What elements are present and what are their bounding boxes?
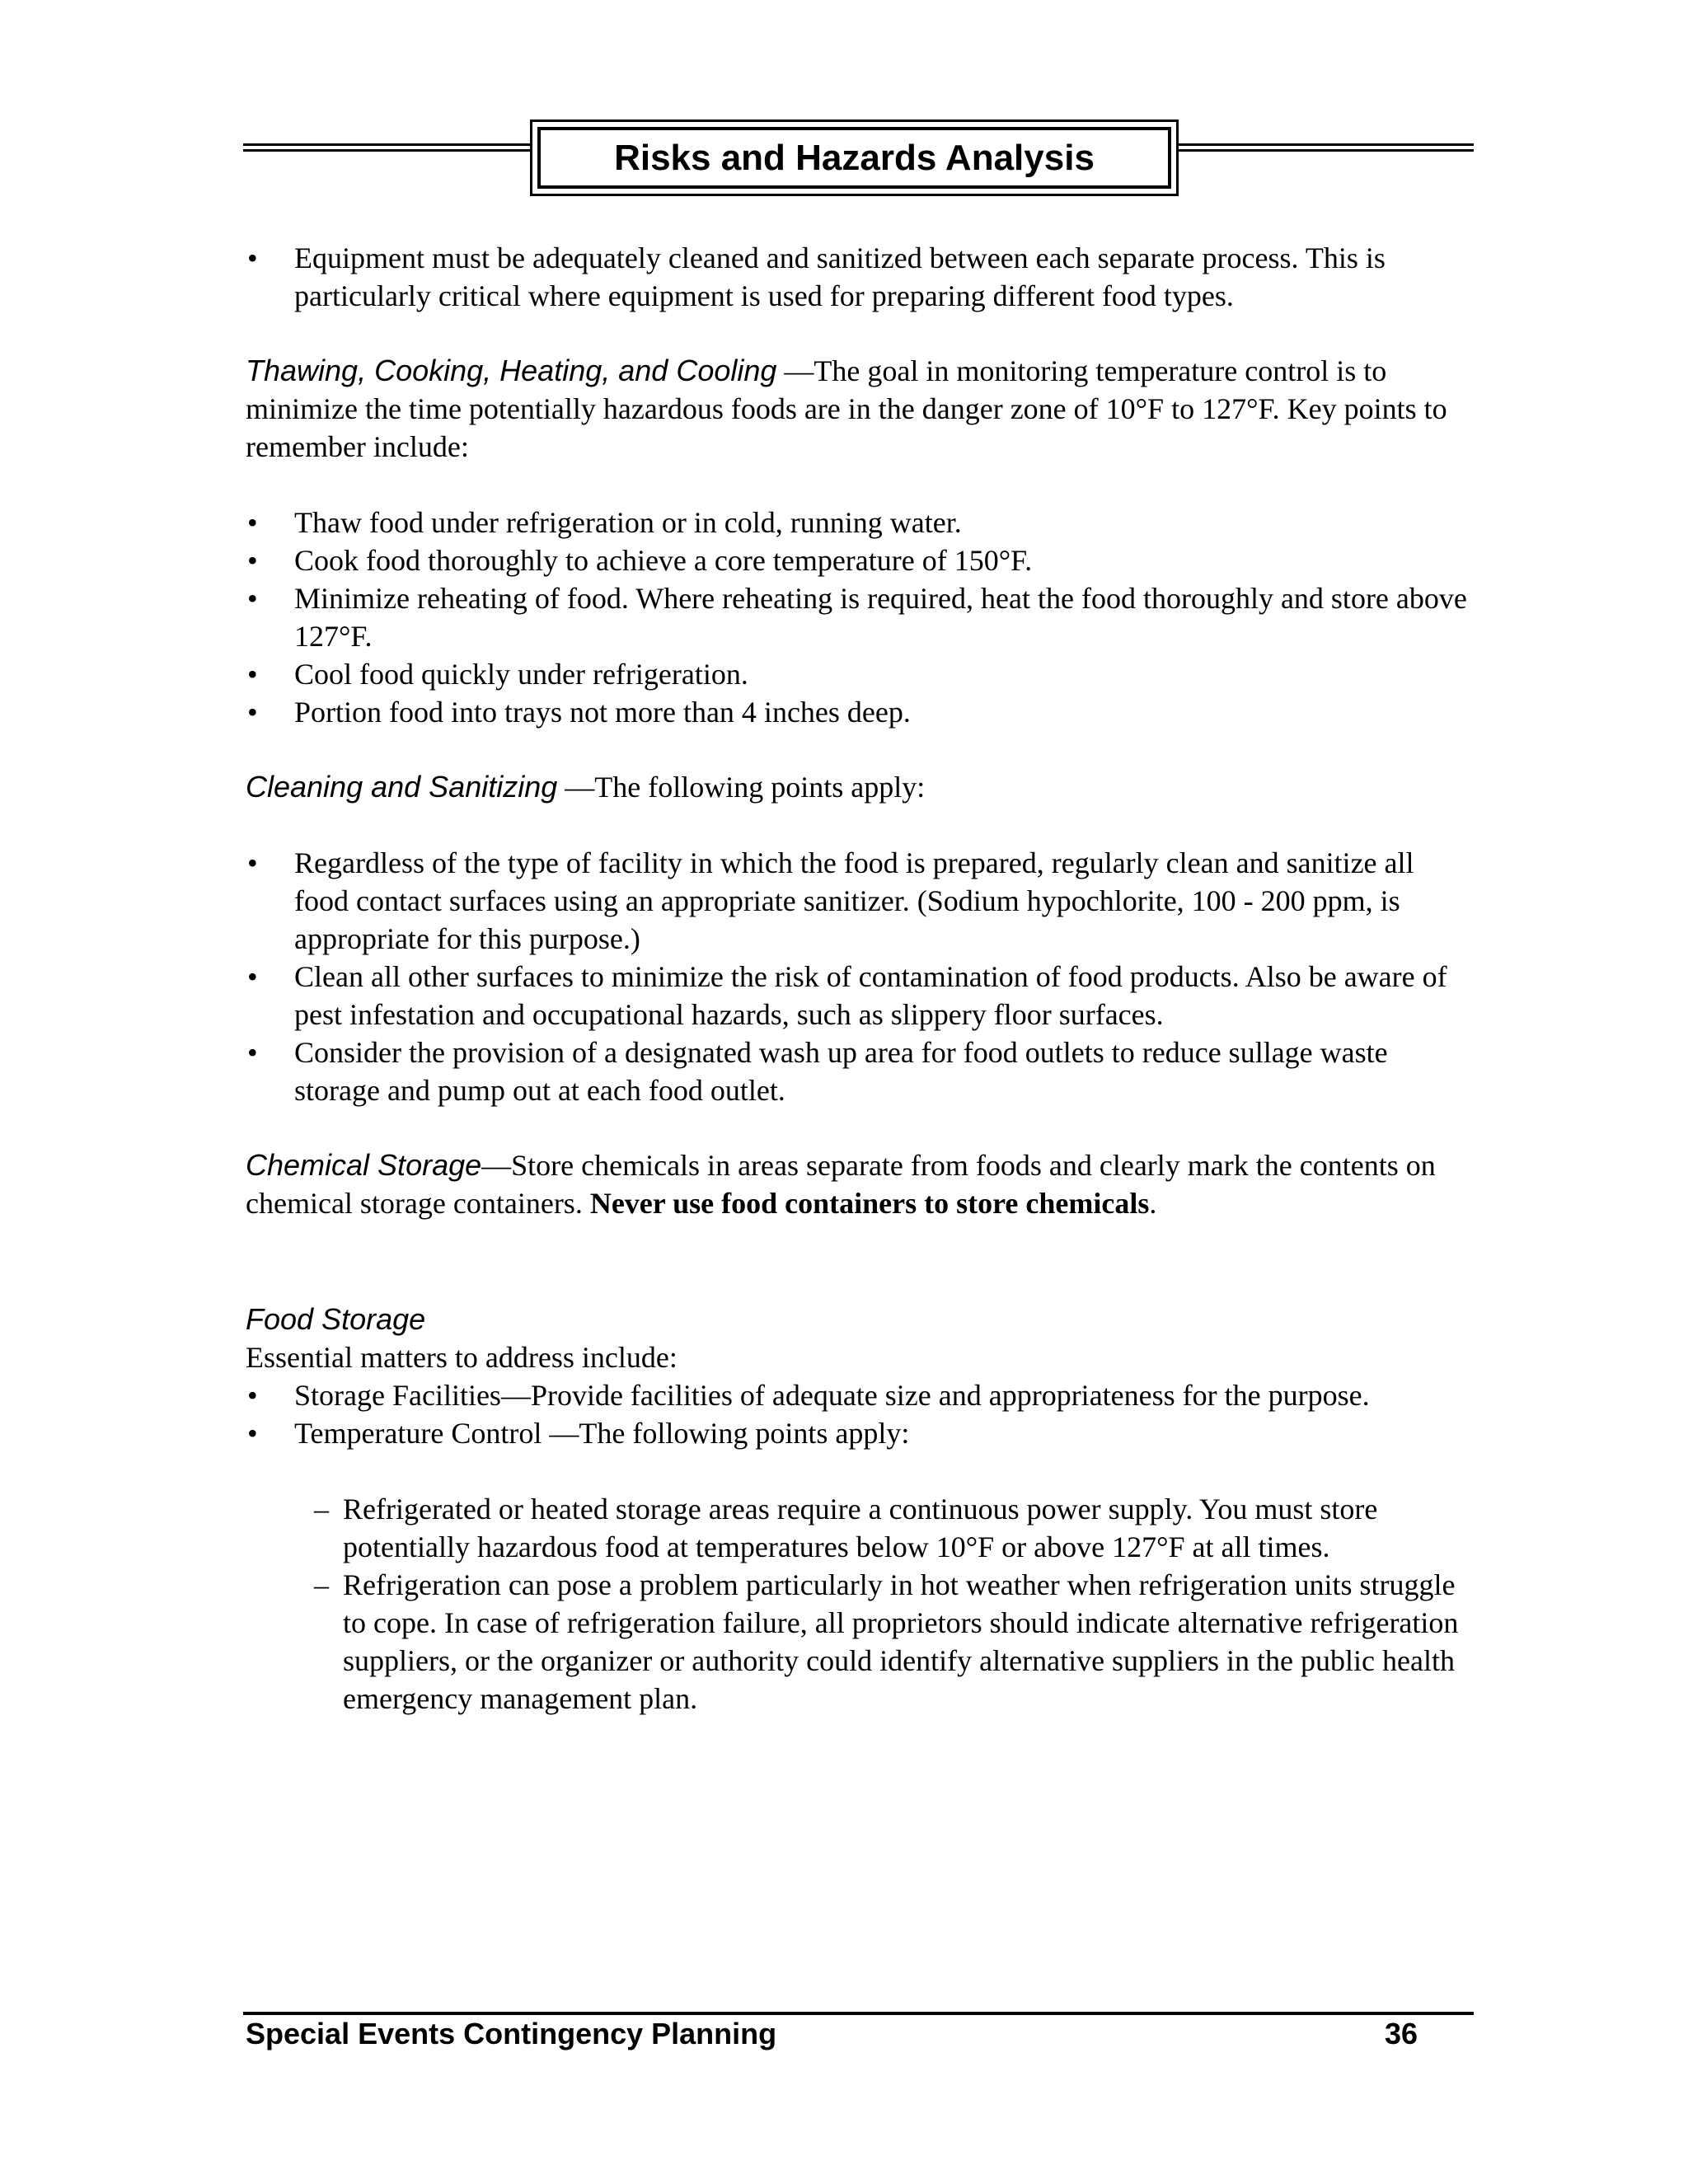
food-storage-heading-line xyxy=(246,1301,1474,1338)
list-item: • Cook food thoroughly to achieve a core temperature of 150°F. xyxy=(246,541,1474,579)
thawing-text: —The goal in monitoring temperature control is to minimize the time potentially hazardous foods are in the danger zone of 10°F to 127°F. Key points to remember include: xyxy=(246,354,1447,463)
cleaning-paragraph xyxy=(246,768,1474,806)
page-content xyxy=(246,239,1474,1718)
footer-rule xyxy=(243,2012,1474,2015)
cleaning-heading: Cleaning and Sanitizing xyxy=(246,770,558,804)
food-storage-heading: Food Storage xyxy=(246,1302,426,1336)
list-item: • Portion food into trays not more than 4 inches deep. xyxy=(246,693,1474,731)
thawing-paragraph xyxy=(246,352,1474,466)
list-item: – Refrigeration can pose a problem particularly in hot weather when refrigeration units struggle to cope. In case of refrigeration failure, all proprietors should indicate alternative refrigeration suppliers, or the organizer or authority could identify alternative suppliers in the public health emergency management plan. xyxy=(246,1566,1474,1718)
page-number: 36 xyxy=(1385,2017,1418,2050)
intro-bullet-list xyxy=(246,239,1474,315)
list-item: • Thaw food under refrigeration or in cold, running water. xyxy=(246,504,1474,541)
list-item: • Consider the provision of a designated wash up area for food outlets to reduce sullage waste storage and pump out at each food outlet. xyxy=(246,1033,1474,1109)
chemical-warning: Never use food containers to store chemicals xyxy=(589,1187,1150,1220)
list-item: • Temperature Control —The following points apply: xyxy=(246,1414,1474,1452)
page-title: Risks and Hazards Analysis xyxy=(614,137,1095,178)
chemical-heading: Chemical Storage xyxy=(246,1148,482,1182)
footer-title: Special Events Contingency Planning xyxy=(246,2017,777,2050)
chemical-end: . xyxy=(1149,1187,1157,1220)
temperature-sub-list xyxy=(246,1490,1474,1718)
list-item: • Clean all other surfaces to minimize the risk of contamination of food products. Also be aware of pest infestation and occupational hazards, such as slippery floor surfaces. xyxy=(246,958,1474,1033)
list-item: – Refrigerated or heated storage areas require a continuous power supply. You must store potentially hazardous food at temperatures below 10°F or above 127°F at all times. xyxy=(246,1490,1474,1566)
thawing-heading: Thawing, Cooking, Heating, and Cooling xyxy=(246,354,777,387)
list-item: • Equipment must be adequately cleaned and sanitized between each separate process. This is particularly critical where equipment is used for preparing different food types. xyxy=(246,239,1474,315)
list-item: • Storage Facilities—Provide facilities of adequate size and appropriateness for the purpose. xyxy=(246,1376,1474,1414)
chemical-paragraph xyxy=(246,1146,1474,1222)
cleaning-bullet-list xyxy=(246,844,1474,1109)
cleaning-text: —The following points apply: xyxy=(557,771,926,804)
header-title-frame xyxy=(537,127,1171,189)
food-storage-bullet-list xyxy=(246,1376,1474,1452)
list-item: • Cool food quickly under refrigeration. xyxy=(246,655,1474,693)
thawing-bullet-list xyxy=(246,504,1474,731)
header-title-box xyxy=(530,120,1179,196)
list-item: • Regardless of the type of facility in which the food is prepared, regularly clean and sanitize all food contact surfaces using an appropriate sanitizer. (Sodium hypochlorite, 100 - 200 ppm, is appropriate for this purpose.) xyxy=(246,844,1474,958)
list-item: • Minimize reheating of food. Where reheating is required, heat the food thoroughly and store above 127°F. xyxy=(246,579,1474,655)
header-rule-right xyxy=(1177,143,1474,152)
food-storage-intro: Essential matters to address include: xyxy=(246,1341,678,1374)
chemical-text: —Store chemicals in areas separate from foods and clearly mark the contents on chemical storage containers. xyxy=(246,1149,1436,1220)
header-rule-left xyxy=(243,143,532,152)
